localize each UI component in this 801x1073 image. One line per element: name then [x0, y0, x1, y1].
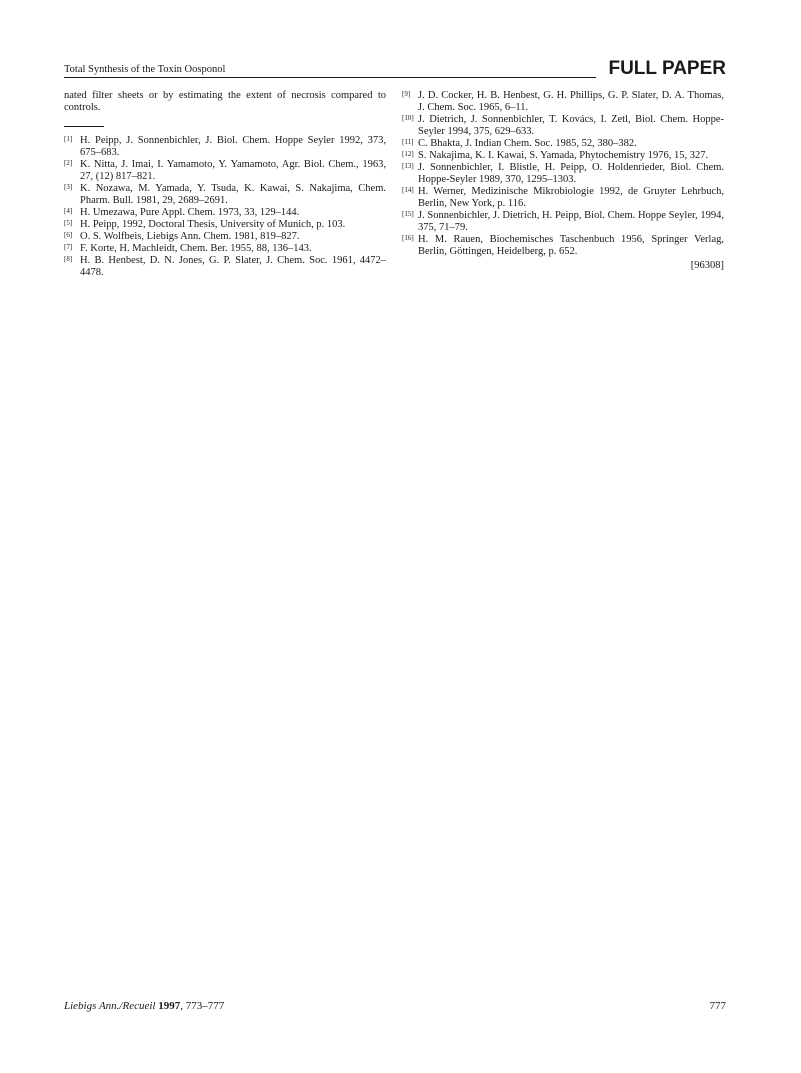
reference-item [64, 231, 386, 243]
reference-number: [9] [402, 90, 411, 98]
footer-pages: , 773–777 [180, 1000, 225, 1012]
reference-item [64, 183, 386, 207]
reference-number: [10] [402, 114, 414, 122]
reference-item [402, 234, 724, 258]
footer-citation [64, 1000, 224, 1013]
reference-text: H. M. Rauen, Biochemisches Taschenbuch 1956, Springer Verlag, Berlin, Göttingen, Heidelberg, p. 652. [418, 234, 724, 257]
reference-item [64, 219, 386, 231]
reference-number: [13] [402, 162, 414, 170]
reference-text: J. Dietrich, J. Sonnenbichler, T. Kovács, I. Zetl, Biol. Chem. Hoppe-Seyler 1994, 375, 629–633. [418, 114, 724, 137]
reference-number: [15] [402, 210, 414, 218]
reference-number: [5] [64, 219, 73, 227]
footer-journal: Liebigs Ann./Recueil [64, 1000, 156, 1012]
reference-item [64, 207, 386, 219]
document-id: [96308] [690, 260, 724, 271]
reference-text: H. Umezawa, Pure Appl. Chem. 1973, 33, 129–144. [80, 207, 300, 218]
reference-text: C. Bhakta, J. Indian Chem. Soc. 1985, 52, 380–382. [418, 138, 637, 149]
reference-number: [8] [64, 255, 73, 263]
reference-item [402, 162, 724, 186]
section-label: FULL PAPER [608, 58, 726, 79]
reference-list-left [64, 135, 386, 279]
reference-item [402, 186, 724, 210]
reference-text: J. Sonnenbichler, J. Dietrich, H. Peipp, Biol. Chem. Hoppe Seyler, 1994, 375, 71–79. [418, 210, 724, 233]
reference-text: O. S. Wolfbeis, Liebigs Ann. Chem. 1981, 819–827. [80, 231, 300, 242]
reference-number: [16] [402, 234, 414, 242]
reference-item [402, 138, 724, 150]
reference-text: J. D. Cocker, H. B. Henbest, G. H. Phillips, G. P. Slater, D. A. Thomas, J. Chem. Soc. 1965, 6–11. [418, 90, 724, 113]
reference-text: H. B. Henbest, D. N. Jones, G. P. Slater, J. Chem. Soc. 1961, 4472–4478. [80, 255, 386, 278]
reference-text: S. Nakajima, K. I. Kawai, S. Yamada, Phytochemistry 1976, 15, 327. [418, 150, 709, 161]
right-column [402, 90, 724, 272]
reference-number: [4] [64, 207, 73, 215]
reference-number: [2] [64, 159, 73, 167]
reference-text: K. Nozawa, M. Yamada, Y. Tsuda, K. Kawai, S. Nakajima, Chem. Pharm. Bull. 1981, 29, 2689–2691. [80, 183, 386, 206]
reference-number: [14] [402, 186, 414, 194]
reference-item [402, 210, 724, 234]
footer-year: 1997 [158, 1000, 181, 1012]
reference-text: F. Korte, H. Machleidt, Chem. Ber. 1955, 88, 136–143. [80, 243, 312, 254]
reference-item [64, 243, 386, 255]
reference-number: [7] [64, 243, 73, 251]
body-paragraph: nated filter sheets or by estimating the extent of necrosis compared to controls. [64, 90, 386, 113]
reference-item [402, 150, 724, 162]
reference-text: H. Peipp, J. Sonnenbichler, J. Biol. Chem. Hoppe Seyler 1992, 373, 675–683. [80, 135, 386, 158]
page-number: 777 [709, 1000, 726, 1012]
reference-item [402, 90, 724, 114]
reference-number: [6] [64, 231, 73, 239]
reference-item [402, 114, 724, 138]
reference-item [64, 255, 386, 279]
running-title: Total Synthesis of the Toxin Oosponol [64, 64, 226, 75]
reference-item [64, 135, 386, 159]
reference-list-right [402, 90, 724, 258]
reference-item [64, 159, 386, 183]
references-rule [64, 126, 104, 127]
reference-text: K. Nitta, J. Imai, I. Yamamoto, Y. Yamamoto, Agr. Biol. Chem., 1963, 27, (12) 817–821. [80, 159, 386, 182]
reference-number: [11] [402, 138, 414, 146]
reference-text: H. Peipp, 1992, Doctoral Thesis, University of Munich, p. 103. [80, 219, 346, 230]
reference-number: [12] [402, 150, 414, 158]
header-rule [64, 77, 596, 78]
reference-text: H. Werner, Medizinische Mikrobiologie 1992, de Gruyter Lehrbuch, Berlin, New York, p. 116. [418, 186, 724, 209]
left-column [64, 90, 386, 279]
reference-text: J. Sonnenbichler, I. Blistle, H. Peipp, O. Holdenrieder, Biol. Chem. Hoppe-Seyler 1989, 370, 1295–1303. [418, 162, 724, 185]
reference-number: [1] [64, 135, 73, 143]
reference-number: [3] [64, 183, 73, 191]
